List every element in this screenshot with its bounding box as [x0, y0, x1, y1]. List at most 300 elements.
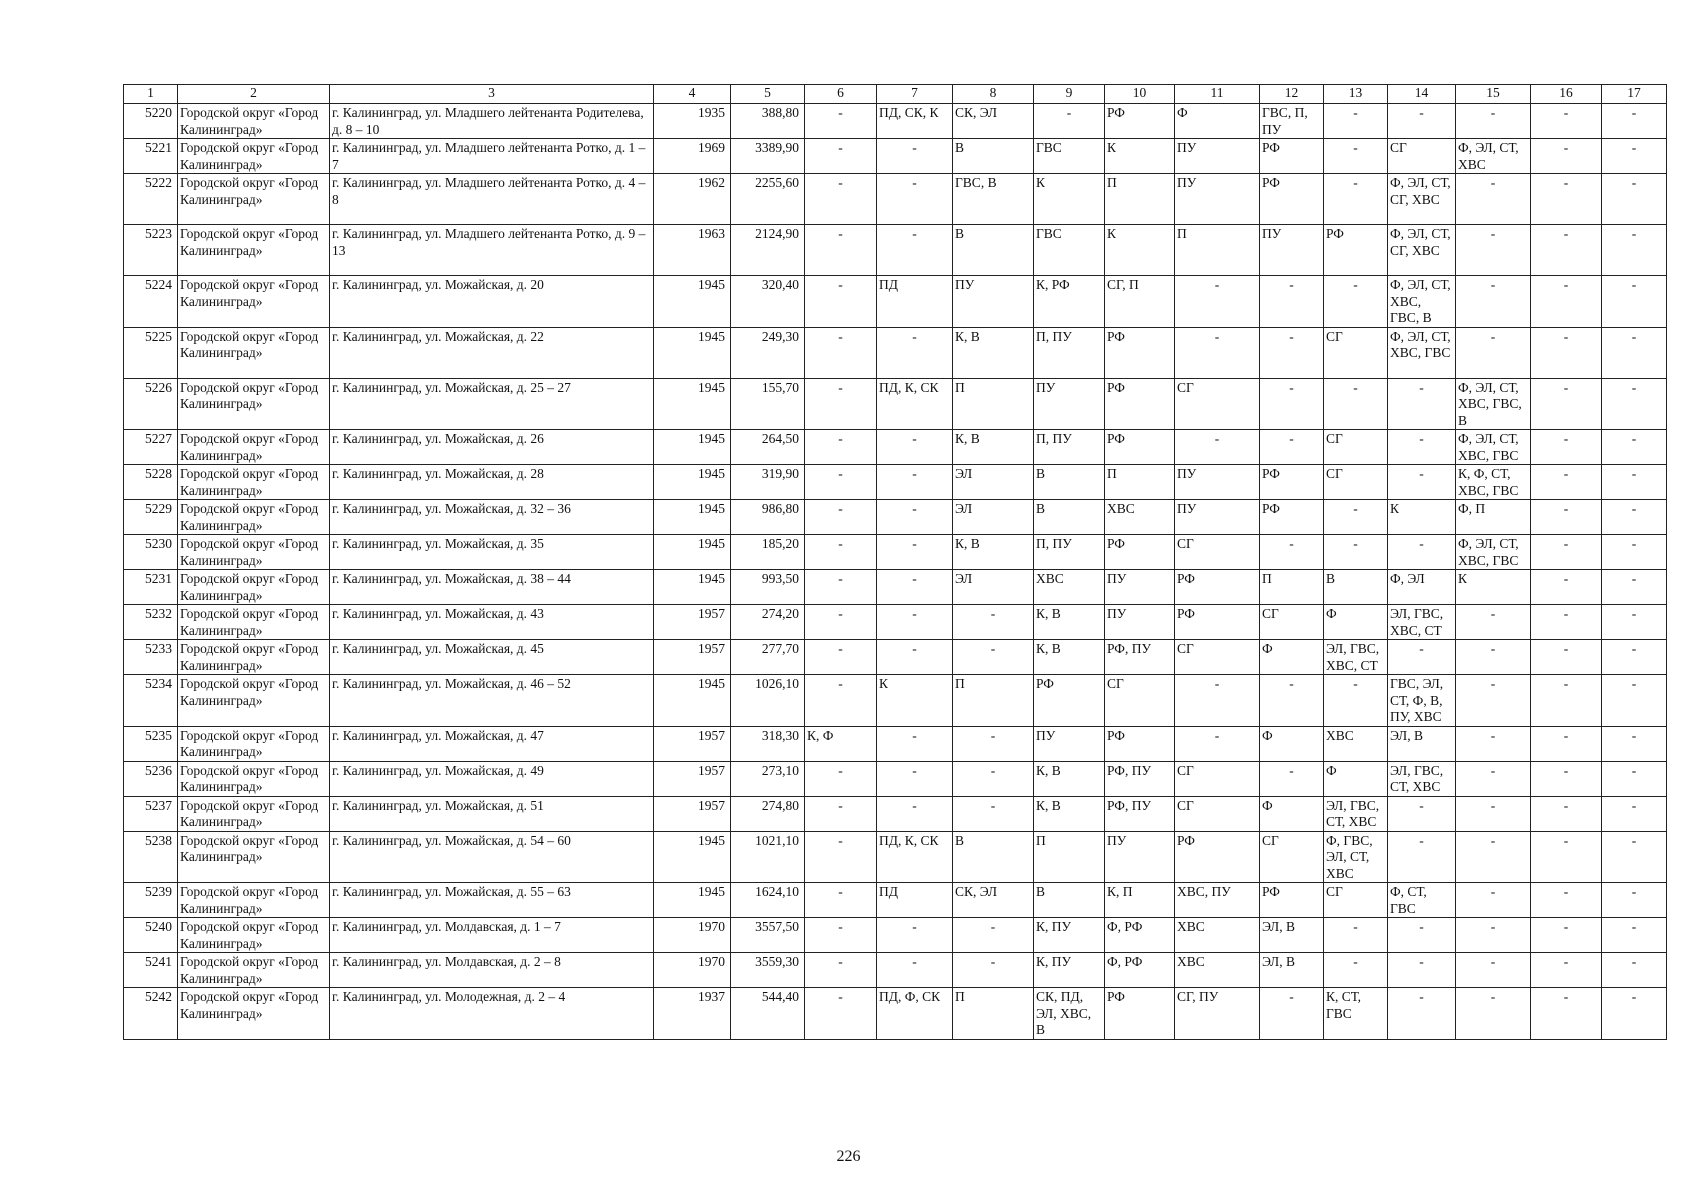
table-cell: - [1602, 104, 1667, 139]
table-cell: - [1531, 953, 1602, 988]
table-cell: - [1531, 500, 1602, 535]
table-cell: - [1456, 174, 1531, 225]
table-cell: П [1105, 174, 1175, 225]
table-cell: - [877, 570, 953, 605]
table-cell: Городской округ «Город Калининград» [178, 918, 330, 953]
table-cell: - [1602, 465, 1667, 500]
table-cell: - [877, 465, 953, 500]
table-cell: - [805, 883, 877, 918]
table-cell: - [805, 831, 877, 883]
table-cell: 544,40 [731, 988, 805, 1040]
table-cell: К [1105, 225, 1175, 276]
table-cell: - [1260, 988, 1324, 1040]
table-cell: - [1388, 640, 1456, 675]
table-cell: г. Калининград, ул. Младшего лейтенанта Родителева, д. 8 – 10 [330, 104, 654, 139]
table-cell: Городской округ «Город Калининград» [178, 831, 330, 883]
table-cell: 273,10 [731, 761, 805, 796]
table-cell: РФ [1105, 988, 1175, 1040]
table-cell: Городской округ «Город Калининград» [178, 327, 330, 378]
table-cell: ЭЛ, ГВС, ХВС, СТ [1388, 605, 1456, 640]
table-cell: 1963 [654, 225, 731, 276]
table-cell: - [805, 535, 877, 570]
table-cell: Ф [1175, 104, 1260, 139]
table-cell: 320,40 [731, 276, 805, 328]
table-cell: - [953, 918, 1034, 953]
table-row [124, 640, 1667, 675]
table-cell: г. Калининград, ул. Младшего лейтенанта Ротко, д. 9 – 13 [330, 225, 654, 276]
table-cell: - [1388, 535, 1456, 570]
table-cell: - [1602, 761, 1667, 796]
table-cell: П, ПУ [1034, 535, 1105, 570]
table-cell: - [1602, 500, 1667, 535]
table-cell: ЭЛ [953, 570, 1034, 605]
table-cell: 319,90 [731, 465, 805, 500]
table-cell: - [805, 988, 877, 1040]
table-cell: ГВС, В [953, 174, 1034, 225]
column-number-header: 7 [877, 85, 953, 104]
table-cell: - [1324, 535, 1388, 570]
table-cell: 1957 [654, 726, 731, 761]
table-row [124, 988, 1667, 1040]
table-cell: - [1324, 918, 1388, 953]
table-cell: В [1324, 570, 1388, 605]
table-cell: - [1456, 276, 1531, 328]
table-cell: 1945 [654, 465, 731, 500]
table-cell: П [1175, 225, 1260, 276]
table-cell: СГ, П [1105, 276, 1175, 328]
table-cell: Городской округ «Город Калининград» [178, 605, 330, 640]
table-cell: ГВС [1034, 139, 1105, 174]
table-cell: 1957 [654, 605, 731, 640]
table-cell: - [953, 796, 1034, 831]
table-row [124, 570, 1667, 605]
table-cell: РФ [1260, 883, 1324, 918]
table-cell: В [1034, 883, 1105, 918]
table-cell: - [953, 605, 1034, 640]
table-cell: 1970 [654, 918, 731, 953]
table-cell: - [1324, 675, 1388, 727]
table-cell: ЭЛ [953, 500, 1034, 535]
table-cell: СГ [1260, 831, 1324, 883]
table-cell: Городской округ «Город Калининград» [178, 174, 330, 225]
table-cell: РФ, ПУ [1105, 761, 1175, 796]
table-cell: Городской округ «Город Калининград» [178, 535, 330, 570]
table-cell: ГВС [1034, 225, 1105, 276]
table-cell: РФ [1105, 726, 1175, 761]
table-cell: СГ, ПУ [1175, 988, 1260, 1040]
table-cell: 1945 [654, 570, 731, 605]
header-row [124, 85, 1667, 104]
table-row [124, 225, 1667, 276]
table-cell: ЭЛ, В [1260, 953, 1324, 988]
table-cell: - [1602, 726, 1667, 761]
table-cell: 1935 [654, 104, 731, 139]
table-cell: - [1456, 640, 1531, 675]
table-cell: Ф, ЭЛ, СТ, СГ, ХВС [1388, 174, 1456, 225]
table-cell: - [1531, 535, 1602, 570]
table-cell: - [1531, 761, 1602, 796]
table-cell: К, СТ, ГВС [1324, 988, 1388, 1040]
table-cell: - [953, 761, 1034, 796]
table-cell: ПУ [1175, 174, 1260, 225]
table-cell: 1945 [654, 500, 731, 535]
table-cell: - [805, 430, 877, 465]
table-cell: Ф, П [1456, 500, 1531, 535]
table-cell: Городской округ «Город Калининград» [178, 640, 330, 675]
table-cell: Городской округ «Город Калининград» [178, 225, 330, 276]
table-cell: 1957 [654, 761, 731, 796]
table-row [124, 276, 1667, 328]
table-cell: ХВС [1105, 500, 1175, 535]
table-cell: К, Ф [805, 726, 877, 761]
table-cell: К, В [953, 327, 1034, 378]
table-cell: 1021,10 [731, 831, 805, 883]
table-cell: - [1456, 104, 1531, 139]
table-cell: 1957 [654, 796, 731, 831]
table-cell: - [1602, 883, 1667, 918]
table-cell: Ф, ЭЛ, СТ, ХВС, ГВС [1456, 430, 1531, 465]
table-cell: К, П [1105, 883, 1175, 918]
table-cell: СК, ПД, ЭЛ, ХВС, В [1034, 988, 1105, 1040]
table-cell: Ф, ЭЛ, СТ, ХВС [1456, 139, 1531, 174]
table-cell: РФ [1175, 605, 1260, 640]
table-cell: К, В [1034, 796, 1105, 831]
table-cell: - [1531, 918, 1602, 953]
column-number-header: 16 [1531, 85, 1602, 104]
table-row [124, 535, 1667, 570]
table-cell: 5220 [124, 104, 178, 139]
table-cell: 1945 [654, 430, 731, 465]
table-cell: - [1602, 953, 1667, 988]
table-cell: - [1456, 327, 1531, 378]
table-cell: 1945 [654, 535, 731, 570]
table-cell: ХВС [1175, 953, 1260, 988]
table-cell: - [1175, 675, 1260, 727]
column-number-header: 12 [1260, 85, 1324, 104]
table-cell: РФ [1105, 378, 1175, 430]
table-cell: 1945 [654, 831, 731, 883]
table-cell: Городской округ «Город Калининград» [178, 988, 330, 1040]
table-cell: ЭЛ, ГВС, СТ, ХВС [1388, 761, 1456, 796]
table-cell: 185,20 [731, 535, 805, 570]
table-cell: г. Калининград, ул. Младшего лейтенанта Ротко, д. 1 – 7 [330, 139, 654, 174]
table-cell: Городской округ «Город Калининград» [178, 570, 330, 605]
table-cell: РФ [1105, 327, 1175, 378]
table-cell: - [877, 430, 953, 465]
table-cell: 318,30 [731, 726, 805, 761]
table-cell: - [1531, 276, 1602, 328]
table-cell: К, Ф, СТ, ХВС, ГВС [1456, 465, 1531, 500]
table-cell: - [1602, 139, 1667, 174]
table-cell: г. Калининград, ул. Молдавская, д. 2 – 8 [330, 953, 654, 988]
table-cell: ПУ [1105, 831, 1175, 883]
table-cell: Городской округ «Город Калининград» [178, 883, 330, 918]
table-cell: В [953, 831, 1034, 883]
table-row [124, 465, 1667, 500]
table-cell: 274,20 [731, 605, 805, 640]
table-cell: 3389,90 [731, 139, 805, 174]
table-cell: Ф [1324, 761, 1388, 796]
table-row [124, 726, 1667, 761]
table-cell: г. Калининград, ул. Можайская, д. 32 – 36 [330, 500, 654, 535]
table-cell: - [1324, 104, 1388, 139]
table-cell: - [1175, 726, 1260, 761]
table-cell: 5237 [124, 796, 178, 831]
table-cell: 1945 [654, 883, 731, 918]
table-cell: 5241 [124, 953, 178, 988]
table-cell: г. Калининград, ул. Молодежная, д. 2 – 4 [330, 988, 654, 1040]
table-row [124, 174, 1667, 225]
table-cell: Ф, РФ [1105, 918, 1175, 953]
table-row [124, 500, 1667, 535]
table-row [124, 761, 1667, 796]
table-cell: - [1388, 430, 1456, 465]
table-row [124, 327, 1667, 378]
table-cell: - [805, 761, 877, 796]
table-cell: - [1602, 918, 1667, 953]
table-body [124, 85, 1667, 1040]
table-cell: СГ [1324, 430, 1388, 465]
table-cell: - [805, 605, 877, 640]
table-cell: П [1105, 465, 1175, 500]
buildings-table [123, 84, 1667, 1040]
column-number-header: 14 [1388, 85, 1456, 104]
table-cell: Ф [1260, 640, 1324, 675]
table-cell: - [805, 675, 877, 727]
table-cell: ЭЛ, ГВС, ХВС, СТ [1324, 640, 1388, 675]
table-cell: 5238 [124, 831, 178, 883]
table-cell: ЭЛ [953, 465, 1034, 500]
table-cell: - [1531, 174, 1602, 225]
table-cell: - [1175, 327, 1260, 378]
table-cell: Городской округ «Город Калининград» [178, 104, 330, 139]
table-cell: СГ [1324, 465, 1388, 500]
table-cell: - [1260, 327, 1324, 378]
table-row [124, 430, 1667, 465]
table-cell: г. Калининград, ул. Можайская, д. 47 [330, 726, 654, 761]
table-cell: ПД [877, 276, 953, 328]
table-cell: К [1388, 500, 1456, 535]
table-cell: - [805, 640, 877, 675]
table-cell: - [1602, 327, 1667, 378]
table-cell: - [953, 640, 1034, 675]
table-cell: - [1456, 988, 1531, 1040]
table-cell: ПУ [1034, 378, 1105, 430]
table-cell: К [1105, 139, 1175, 174]
table-cell: - [877, 225, 953, 276]
table-cell: СК, ЭЛ [953, 883, 1034, 918]
table-cell: 2255,60 [731, 174, 805, 225]
table-cell: 1962 [654, 174, 731, 225]
table-cell: 274,80 [731, 796, 805, 831]
table-cell: - [1531, 327, 1602, 378]
table-cell: - [1602, 988, 1667, 1040]
table-cell: 5227 [124, 430, 178, 465]
table-row [124, 675, 1667, 727]
table-cell: РФ [1105, 104, 1175, 139]
table-row [124, 104, 1667, 139]
table-cell: Городской округ «Город Калининград» [178, 430, 330, 465]
table-cell: СГ [1388, 139, 1456, 174]
table-cell: 5234 [124, 675, 178, 727]
column-number-header: 8 [953, 85, 1034, 104]
table-cell: ЭЛ, ГВС, СТ, ХВС [1324, 796, 1388, 831]
table-cell: РФ [1260, 139, 1324, 174]
table-cell: ХВС [1034, 570, 1105, 605]
table-row [124, 953, 1667, 988]
table-cell: 3559,30 [731, 953, 805, 988]
table-cell: - [877, 605, 953, 640]
table-cell: 388,80 [731, 104, 805, 139]
column-number-header: 10 [1105, 85, 1175, 104]
table-cell: - [1531, 139, 1602, 174]
table-cell: 1945 [654, 675, 731, 727]
table-cell: П [953, 675, 1034, 727]
table-cell: ПД, СК, К [877, 104, 953, 139]
table-cell: 5233 [124, 640, 178, 675]
table-cell: - [1531, 465, 1602, 500]
table-cell: СГ [1260, 605, 1324, 640]
table-cell: 5231 [124, 570, 178, 605]
table-row [124, 883, 1667, 918]
table-cell: П, ПУ [1034, 327, 1105, 378]
table-cell: ГВС, П, ПУ [1260, 104, 1324, 139]
column-number-header: 9 [1034, 85, 1105, 104]
table-cell: 1957 [654, 640, 731, 675]
table-cell: ПД, К, СК [877, 831, 953, 883]
table-cell: Ф, ЭЛ, СТ, ХВС, ГВС [1388, 327, 1456, 378]
table-cell: - [1388, 988, 1456, 1040]
table-cell: - [1388, 378, 1456, 430]
table-cell: Ф, ЭЛ, СТ, СГ, ХВС [1388, 225, 1456, 276]
table-cell: РФ [1105, 430, 1175, 465]
table-cell: ГВС, ЭЛ, СТ, Ф, В, ПУ, ХВС [1388, 675, 1456, 727]
table-cell: 5224 [124, 276, 178, 328]
table-cell: г. Калининград, ул. Можайская, д. 43 [330, 605, 654, 640]
table-cell: Ф, ЭЛ, СТ, ХВС, ГВС [1456, 535, 1531, 570]
table-row [124, 918, 1667, 953]
table-cell: - [1175, 276, 1260, 328]
column-number-header: 5 [731, 85, 805, 104]
table-cell: К [1034, 174, 1105, 225]
table-cell: РФ [1324, 225, 1388, 276]
table-cell: - [1388, 465, 1456, 500]
table-cell: РФ [1260, 465, 1324, 500]
table-cell: Ф, РФ [1105, 953, 1175, 988]
table-cell: К [1456, 570, 1531, 605]
table-cell: - [1260, 675, 1324, 727]
table-cell: - [877, 796, 953, 831]
table-cell: - [1456, 605, 1531, 640]
table-cell: СГ [1324, 327, 1388, 378]
table-cell: г. Калининград, ул. Можайская, д. 38 – 44 [330, 570, 654, 605]
table-cell: 1945 [654, 276, 731, 328]
table-cell: ПД, К, СК [877, 378, 953, 430]
table-cell: г. Калининград, ул. Можайская, д. 55 – 63 [330, 883, 654, 918]
table-cell: - [805, 276, 877, 328]
table-cell: 2124,90 [731, 225, 805, 276]
table-cell: 1937 [654, 988, 731, 1040]
table-cell: - [1531, 570, 1602, 605]
table-cell: Городской округ «Город Калининград» [178, 465, 330, 500]
table-cell: Ф, ГВС, ЭЛ, СТ, ХВС [1324, 831, 1388, 883]
table-cell: 1624,10 [731, 883, 805, 918]
table-cell: РФ, ПУ [1105, 796, 1175, 831]
table-cell: 5225 [124, 327, 178, 378]
column-number-header: 4 [654, 85, 731, 104]
table-cell: РФ [1260, 500, 1324, 535]
table-cell: - [1531, 378, 1602, 430]
table-cell: СГ [1175, 640, 1260, 675]
table-cell: ПД [877, 883, 953, 918]
table-cell: - [1531, 225, 1602, 276]
table-cell: - [1456, 796, 1531, 831]
table-cell: г. Калининград, ул. Можайская, д. 25 – 27 [330, 378, 654, 430]
table-cell: - [1260, 535, 1324, 570]
table-cell: - [805, 139, 877, 174]
table-cell: - [1531, 640, 1602, 675]
table-cell: ПУ [953, 276, 1034, 328]
table-cell: Городской округ «Город Калининград» [178, 139, 330, 174]
table-row [124, 139, 1667, 174]
table-cell: - [1602, 831, 1667, 883]
table-cell: - [1531, 883, 1602, 918]
column-number-header: 1 [124, 85, 178, 104]
table-cell: В [1034, 465, 1105, 500]
table-cell: К, В [1034, 640, 1105, 675]
table-cell: - [877, 327, 953, 378]
table-cell: 1945 [654, 327, 731, 378]
table-cell: Ф, ЭЛ, СТ, ХВС, ГВС, В [1388, 276, 1456, 328]
table-cell: - [1602, 535, 1667, 570]
table-cell: Городской округ «Город Калининград» [178, 675, 330, 727]
table-cell: - [877, 761, 953, 796]
table-cell: - [1602, 276, 1667, 328]
table-row [124, 378, 1667, 430]
table-cell: РФ [1105, 535, 1175, 570]
table-cell: г. Калининград, ул. Можайская, д. 46 – 52 [330, 675, 654, 727]
table-cell: - [805, 918, 877, 953]
table-cell: Ф, СТ, ГВС [1388, 883, 1456, 918]
table-row [124, 796, 1667, 831]
table-cell: К, В [1034, 605, 1105, 640]
table-cell: 5239 [124, 883, 178, 918]
table-cell: - [1602, 605, 1667, 640]
table-cell: - [1456, 761, 1531, 796]
table-cell: - [1324, 174, 1388, 225]
table-cell: 5229 [124, 500, 178, 535]
table-cell: ХВС, ПУ [1175, 883, 1260, 918]
table-cell: Городской округ «Город Калининград» [178, 761, 330, 796]
table-cell: 5222 [124, 174, 178, 225]
table-cell: К, РФ [1034, 276, 1105, 328]
table-cell: - [805, 327, 877, 378]
table-cell: - [1531, 675, 1602, 727]
column-number-header: 17 [1602, 85, 1667, 104]
table-cell: - [1260, 761, 1324, 796]
table-cell: В [1034, 500, 1105, 535]
table-cell: СГ [1175, 535, 1260, 570]
table-cell: г. Калининград, ул. Можайская, д. 28 [330, 465, 654, 500]
table-cell: В [953, 225, 1034, 276]
table-cell: Городской округ «Город Калининград» [178, 726, 330, 761]
table-cell: П [1034, 831, 1105, 883]
table-cell: - [1602, 640, 1667, 675]
table-cell: П [953, 988, 1034, 1040]
table-cell: ПУ [1175, 465, 1260, 500]
table-cell: - [805, 570, 877, 605]
table-cell: 5221 [124, 139, 178, 174]
